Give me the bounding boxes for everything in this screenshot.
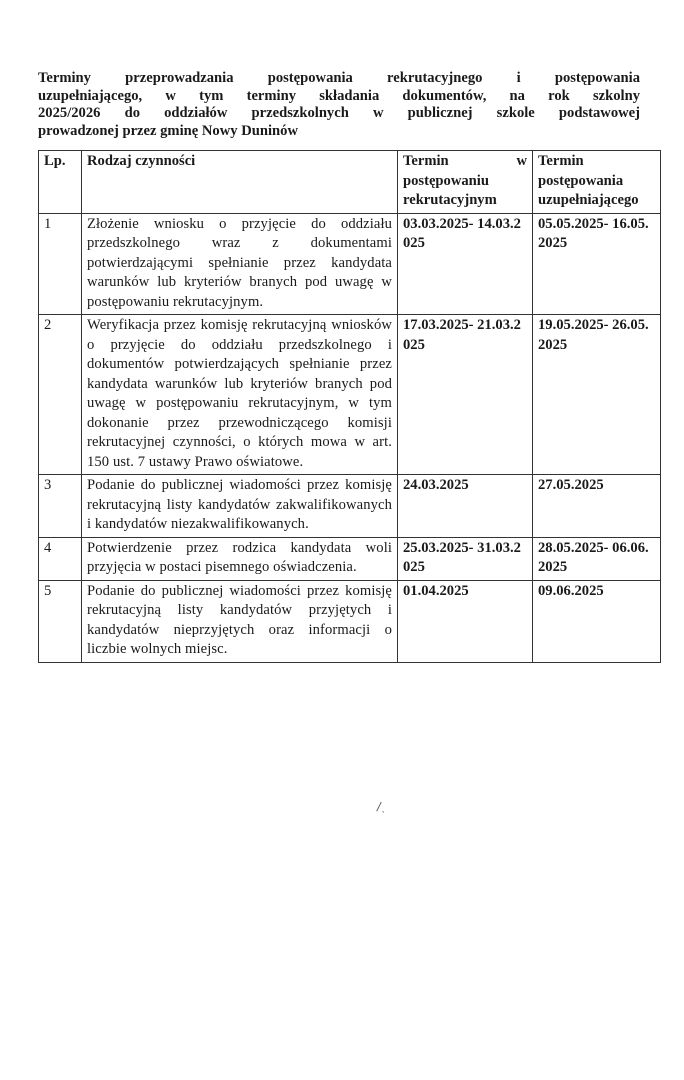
row-lp: 1 xyxy=(39,213,82,315)
table-row xyxy=(39,537,661,580)
header-lp: Lp. xyxy=(39,151,82,214)
row-supplementary-date: 09.06.2025 xyxy=(533,580,661,662)
row-recruitment-date: 17.03.2025- 21.03.2025 xyxy=(398,315,533,475)
table-row xyxy=(39,315,661,475)
header-recruitment-term-a: Termin xyxy=(403,153,449,169)
row-lp: 3 xyxy=(39,475,82,538)
heading-line-2: uzupełniającego, w tym terminy składania dokumentów, na rok szkolny xyxy=(38,87,640,104)
pen-stroke-icon xyxy=(373,799,389,815)
header-recruitment-term xyxy=(398,151,533,214)
row-lp: 2 xyxy=(39,315,82,475)
header-supplementary-term-c: uzupełniającego xyxy=(538,192,639,208)
row-lp: 4 xyxy=(39,537,82,580)
table-row xyxy=(39,580,661,662)
header-supplementary-term-a: Termin xyxy=(538,153,584,169)
pen-mark xyxy=(372,799,389,820)
heading-line-4: prowadzonej przez gminę Nowy Duninów xyxy=(38,122,298,139)
heading-line-3: 2025/2026 do oddziałów przedszkolnych w publicznej szkole podstawowej xyxy=(38,105,640,122)
row-supplementary-date: 28.05.2025- 06.06.2025 xyxy=(533,537,661,580)
header-supplementary-term xyxy=(533,151,661,214)
row-activity: Potwierdzenie przez rodzica kandydata woli przyjęcia w postaci pisemnego oświadczenia. xyxy=(82,537,398,580)
row-supplementary-date: 19.05.2025- 26.05.2025 xyxy=(533,315,661,475)
recruitment-schedule-table xyxy=(38,150,661,663)
row-recruitment-date: 01.04.2025 xyxy=(398,580,533,662)
row-lp: 5 xyxy=(39,580,82,662)
header-recruitment-term-c: postępowaniu xyxy=(403,172,489,189)
row-activity: Złożenie wniosku o przyjęcie do oddziału przedszkolnego wraz z dokumentami potwierdzającymi spełnianie przez kandydata warunków lub kryteriów branych pod uwagę w postępowaniu rekrutacyjnym. xyxy=(82,213,398,315)
table-row xyxy=(39,475,661,538)
row-activity: Podanie do publicznej wiadomości przez komisję rekrutacyjną listy kandydatów przyjętych i kandydatów nieprzyjętych oraz informacji o liczbie wolnych miejsc. xyxy=(82,580,398,662)
header-supplementary-term-b: postępowania xyxy=(538,172,624,189)
heading-line-1: Terminy przeprowadzania postępowania rekrutacyjnego i postępowania xyxy=(38,70,640,86)
table-header-row xyxy=(39,151,661,214)
table-row xyxy=(39,213,661,315)
row-recruitment-date: 03.03.2025- 14.03.2025 xyxy=(398,213,533,315)
row-supplementary-date: 27.05.2025 xyxy=(533,475,661,538)
row-recruitment-date: 25.03.2025- 31.03.2025 xyxy=(398,537,533,580)
row-activity: Weryfikacja przez komisję rekrutacyjną wniosków o przyjęcie do oddziału przedszkolnego i dokumentów potwierdzających spełnianie przez kandydata warunków lub kryteriów branych pod uwagę w postępowaniu rekrutacyjnym, w tym dokonanie przez przewodniczącego komisji rekrutacyjnej czynności, o których mowa w art. 150 ust. 7 ustawy Prawo oświatowe. xyxy=(82,315,398,475)
header-activity: Rodzaj czynności xyxy=(82,151,398,214)
header-recruitment-term-b: w xyxy=(516,153,527,169)
row-activity: Podanie do publicznej wiadomości przez komisję rekrutacyjną listy kandydatów zakwalifikowanych i kandydatów niezakwalifikowanych. xyxy=(82,475,398,538)
row-recruitment-date: 24.03.2025 xyxy=(398,475,533,538)
header-recruitment-term-d: rekrutacyjnym xyxy=(403,192,497,208)
row-supplementary-date: 05.05.2025- 16.05.2025 xyxy=(533,213,661,315)
document-heading xyxy=(38,70,640,140)
